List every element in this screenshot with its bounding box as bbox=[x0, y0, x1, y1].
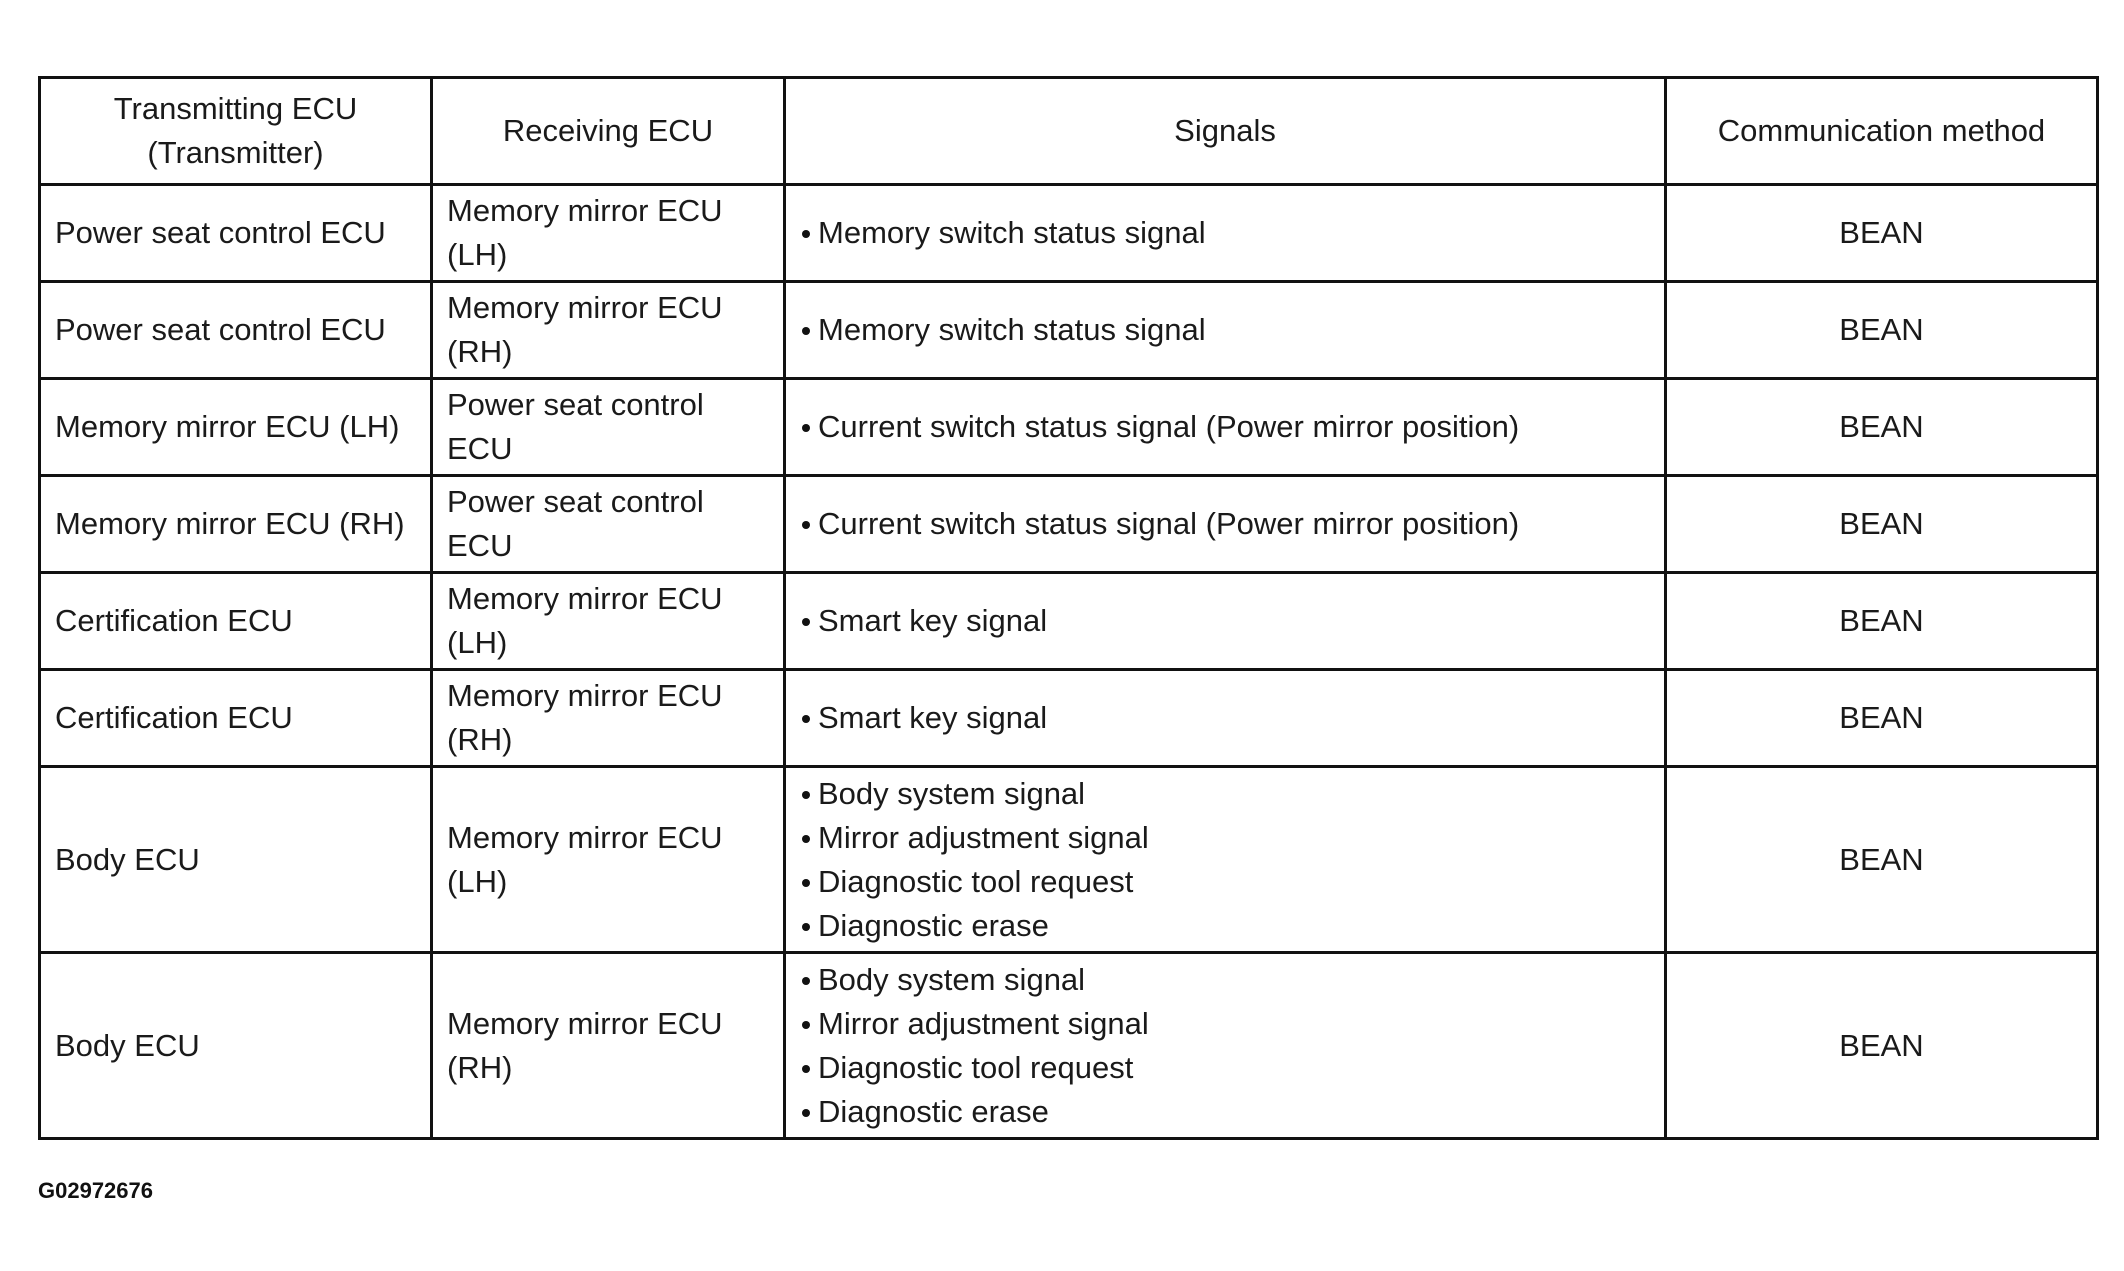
receiving-ecu-cell: Memory mirror ECU (RH) bbox=[432, 282, 785, 379]
signals-list bbox=[800, 958, 1650, 1134]
signal-item: Current switch status signal (Power mirror position) bbox=[800, 405, 1650, 449]
receiving-ecu-cell: Memory mirror ECU (LH) bbox=[432, 767, 785, 953]
communication-method-cell: BEAN bbox=[1666, 282, 2098, 379]
header-receiving-ecu: Receiving ECU bbox=[432, 78, 785, 185]
receiving-ecu-cell: Memory mirror ECU (LH) bbox=[432, 185, 785, 282]
signal-item: Current switch status signal (Power mirror position) bbox=[800, 502, 1650, 546]
transmitting-ecu-cell: Certification ECU bbox=[40, 573, 432, 670]
communication-method-cell: BEAN bbox=[1666, 573, 2098, 670]
communication-method-cell: BEAN bbox=[1666, 476, 2098, 573]
table-row bbox=[40, 670, 2098, 767]
transmitting-ecu-cell: Memory mirror ECU (RH) bbox=[40, 476, 432, 573]
signals-list bbox=[800, 211, 1650, 255]
transmitting-ecu-cell: Power seat control ECU bbox=[40, 185, 432, 282]
signals-cell bbox=[785, 476, 1666, 573]
table-row bbox=[40, 767, 2098, 953]
communication-method-cell: BEAN bbox=[1666, 185, 2098, 282]
communication-method-cell: BEAN bbox=[1666, 379, 2098, 476]
signal-item: Diagnostic tool request bbox=[800, 1046, 1650, 1090]
table-row bbox=[40, 573, 2098, 670]
signals-list bbox=[800, 599, 1650, 643]
receiving-ecu-cell: Memory mirror ECU (RH) bbox=[432, 670, 785, 767]
header-transmitting-ecu: Transmitting ECU (Transmitter) bbox=[40, 78, 432, 185]
signals-cell bbox=[785, 767, 1666, 953]
signals-cell bbox=[785, 573, 1666, 670]
header-communication-method: Communication method bbox=[1666, 78, 2098, 185]
transmitting-ecu-cell: Memory mirror ECU (LH) bbox=[40, 379, 432, 476]
communication-method-cell: BEAN bbox=[1666, 767, 2098, 953]
communication-method-cell: BEAN bbox=[1666, 953, 2098, 1139]
receiving-ecu-cell: Memory mirror ECU (RH) bbox=[432, 953, 785, 1139]
signal-item: Body system signal bbox=[800, 958, 1650, 1002]
receiving-ecu-cell: Power seat control ECU bbox=[432, 476, 785, 573]
table-row bbox=[40, 379, 2098, 476]
signal-item: Diagnostic tool request bbox=[800, 860, 1650, 904]
signals-cell bbox=[785, 670, 1666, 767]
signal-item: Diagnostic erase bbox=[800, 904, 1650, 948]
signals-cell bbox=[785, 953, 1666, 1139]
signals-cell bbox=[785, 379, 1666, 476]
signal-item: Diagnostic erase bbox=[800, 1090, 1650, 1134]
receiving-ecu-cell: Memory mirror ECU (LH) bbox=[432, 573, 785, 670]
receiving-ecu-cell: Power seat control ECU bbox=[432, 379, 785, 476]
signal-item: Memory switch status signal bbox=[800, 308, 1650, 352]
signal-item: Mirror adjustment signal bbox=[800, 816, 1650, 860]
signals-list bbox=[800, 696, 1650, 740]
table-row bbox=[40, 282, 2098, 379]
transmitting-ecu-cell: Certification ECU bbox=[40, 670, 432, 767]
communication-method-cell: BEAN bbox=[1666, 670, 2098, 767]
table-body bbox=[40, 185, 2098, 1139]
signal-item: Body system signal bbox=[800, 772, 1650, 816]
signals-list bbox=[800, 405, 1650, 449]
ecu-communication-table bbox=[38, 76, 2099, 1140]
signals-cell bbox=[785, 282, 1666, 379]
signals-list bbox=[800, 308, 1650, 352]
signals-cell bbox=[785, 185, 1666, 282]
signal-item: Smart key signal bbox=[800, 696, 1650, 740]
signal-item: Smart key signal bbox=[800, 599, 1650, 643]
signals-list bbox=[800, 772, 1650, 948]
transmitting-ecu-cell: Body ECU bbox=[40, 953, 432, 1139]
transmitting-ecu-cell: Body ECU bbox=[40, 767, 432, 953]
communication-table-figure bbox=[38, 76, 2096, 1140]
table-row bbox=[40, 185, 2098, 282]
signals-list bbox=[800, 502, 1650, 546]
table-row bbox=[40, 476, 2098, 573]
figure-id: G02972676 bbox=[38, 1178, 153, 1203]
table-header-row bbox=[40, 78, 2098, 185]
header-signals: Signals bbox=[785, 78, 1666, 185]
table-row bbox=[40, 953, 2098, 1139]
transmitting-ecu-cell: Power seat control ECU bbox=[40, 282, 432, 379]
signal-item: Mirror adjustment signal bbox=[800, 1002, 1650, 1046]
signal-item: Memory switch status signal bbox=[800, 211, 1650, 255]
